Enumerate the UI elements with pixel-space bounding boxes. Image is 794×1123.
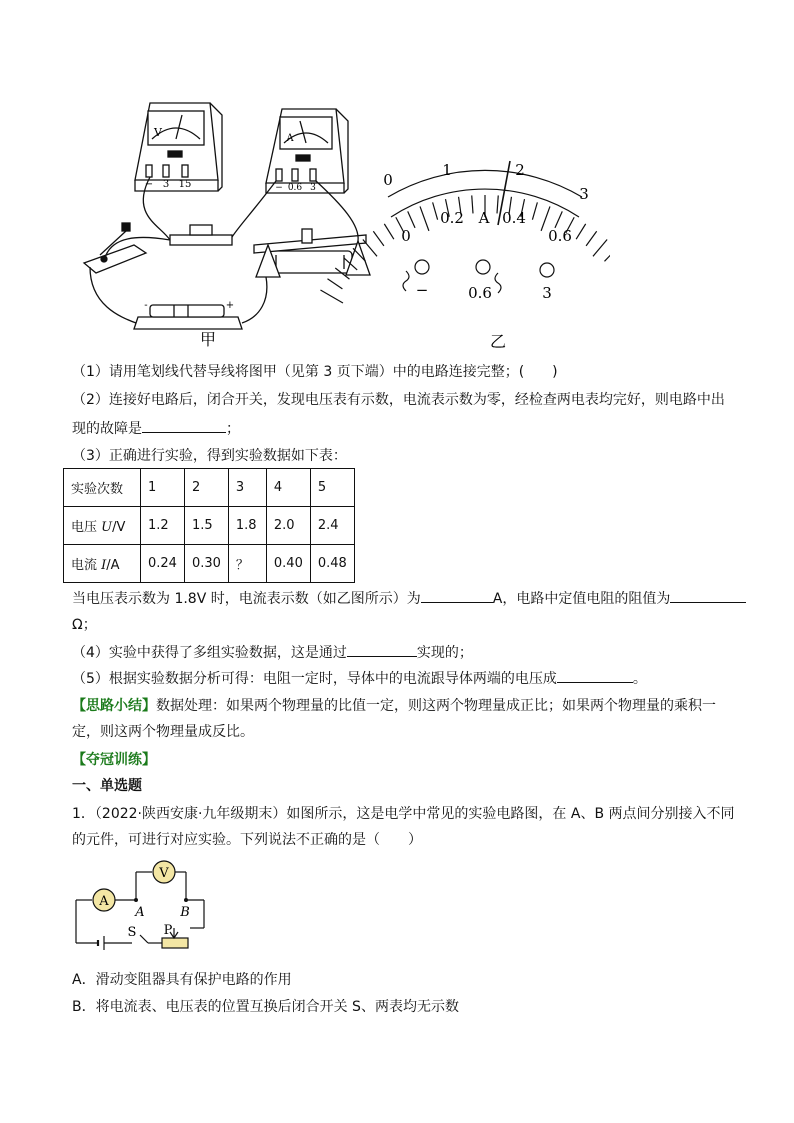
fixed-resistor bbox=[170, 225, 232, 245]
table-row bbox=[64, 545, 355, 583]
dial-terminal-06: 0.6 bbox=[468, 284, 492, 302]
battery-plus: + bbox=[225, 300, 235, 311]
table-cell: 2.4 bbox=[310, 507, 354, 545]
dial-tick bbox=[384, 224, 394, 239]
problem-1-line2: 的元件，可进行对应实验。下列说法不正确的是（ ） bbox=[72, 832, 422, 848]
question-4 bbox=[72, 642, 473, 663]
dial-terminal-3: 3 bbox=[542, 284, 552, 302]
ammeter-terminal-3: 3 bbox=[310, 183, 316, 193]
answer-blank-fault[interactable] bbox=[142, 418, 226, 433]
table-cell: 0.40 bbox=[266, 545, 310, 583]
dial-unit: A bbox=[478, 209, 490, 227]
table-cell: 1.5 bbox=[184, 507, 228, 545]
dial-tick bbox=[320, 290, 343, 303]
table-cell: 0.48 bbox=[310, 545, 354, 583]
question-5-text-b: 。 bbox=[632, 671, 647, 687]
dial-tick bbox=[363, 239, 377, 256]
question-2-end: ； bbox=[226, 421, 240, 437]
ammeter bbox=[266, 109, 348, 193]
circuit-switch-label: S bbox=[127, 925, 137, 940]
circuit-point-b: B bbox=[180, 905, 190, 920]
question-2-line2 bbox=[72, 418, 240, 439]
table-cell: 1 bbox=[141, 469, 185, 507]
question-2-text: 现的故障是 bbox=[72, 421, 142, 437]
knife-switch bbox=[84, 223, 146, 273]
table-head-current: 电流 I/A bbox=[64, 545, 141, 583]
table-row bbox=[64, 507, 355, 545]
table-row bbox=[64, 469, 355, 507]
dial-terminal-neg: − bbox=[415, 281, 429, 299]
after-table-text-b: A，电路中定值电阻的阻值为 bbox=[492, 591, 671, 607]
summary-tag: 【思路小结】 bbox=[72, 698, 156, 714]
table-cell: 1.2 bbox=[141, 507, 185, 545]
question-1: （1）请用笔划线代替导线将图甲（见第 3 页下端）中的电路连接完整；( ) bbox=[72, 364, 558, 380]
dial-tick bbox=[586, 231, 597, 246]
question-5-text-a: （5）根据实验数据分析可得：电阻一定时，导体中的电流跟导体两端的电压成 bbox=[72, 671, 557, 687]
after-table-text-a: 当电压表示数为 1.8V 时，电流表示数（如乙图所示）为 bbox=[72, 591, 421, 607]
question-4-text-b: 实现的； bbox=[416, 645, 473, 661]
question-4-text-a: （4）实验中获得了多组实验数据，这是通过 bbox=[72, 645, 347, 661]
voltmeter-letter: V bbox=[154, 126, 162, 139]
dial-major-3: 3 bbox=[579, 185, 589, 203]
table-cell: 3 bbox=[228, 469, 266, 507]
dial-tick bbox=[576, 224, 586, 239]
section-title: 一、单选题 bbox=[72, 778, 142, 794]
voltmeter-terminal-3: 3 bbox=[162, 179, 170, 190]
dial-minor-04: 0.4 bbox=[502, 209, 526, 227]
circuit-diagram bbox=[72, 860, 222, 960]
dial-tick bbox=[604, 248, 610, 261]
training-tag: 【夺冠训练】 bbox=[72, 752, 156, 768]
table-cell: 5 bbox=[310, 469, 354, 507]
table-cell: 1.8 bbox=[228, 507, 266, 545]
answer-blank-current[interactable] bbox=[421, 588, 493, 603]
dial-tick bbox=[555, 211, 562, 227]
after-table-line bbox=[72, 588, 746, 609]
ammeter-terminal-neg: − bbox=[275, 183, 283, 193]
table-cell: ？ bbox=[228, 545, 266, 583]
answer-blank-method[interactable] bbox=[347, 642, 417, 657]
dial-major-2: 2 bbox=[515, 161, 525, 179]
dial-tick bbox=[327, 279, 342, 289]
table-cell: 4 bbox=[266, 469, 310, 507]
circuit-slider-label: P bbox=[163, 923, 173, 938]
summary-line1 bbox=[72, 696, 716, 716]
table-cell: 0.30 bbox=[184, 545, 228, 583]
question-3: （3）正确进行实验，得到实验数据如下表： bbox=[72, 448, 347, 464]
dial-tick bbox=[472, 195, 473, 213]
dial-minor-0: 0 bbox=[401, 227, 411, 245]
question-5 bbox=[72, 668, 647, 689]
caption-left: 甲 bbox=[199, 330, 217, 349]
summary-line2: 定，则这两个物理量成反比。 bbox=[72, 724, 254, 740]
dial-minor-06: 0.6 bbox=[548, 227, 572, 245]
table-cell: 2 bbox=[184, 469, 228, 507]
dial-tick bbox=[408, 211, 415, 227]
dial-major-1: 1 bbox=[442, 161, 452, 179]
table-cell: 0.24 bbox=[141, 545, 185, 583]
data-table bbox=[63, 468, 355, 583]
voltmeter-terminal-15: 15 bbox=[178, 179, 192, 190]
caption-right: 乙 bbox=[489, 332, 507, 351]
dial-minor-02: 0.2 bbox=[440, 209, 464, 227]
voltmeter-terminal-neg: − bbox=[144, 179, 154, 190]
table-cell: 2.0 bbox=[266, 507, 310, 545]
option-a[interactable]: A．滑动变阻器具有保护电路的作用 bbox=[72, 972, 292, 988]
rheostat bbox=[254, 229, 370, 277]
summary-text: 数据处理：如果两个物理量的比值一定，则这两个物理量成正比；如果两个物理量的乘积一 bbox=[156, 698, 716, 714]
answer-blank-relation[interactable] bbox=[557, 668, 633, 683]
ammeter-letter: A bbox=[286, 133, 294, 144]
dial-tick bbox=[497, 195, 498, 213]
circuit-voltmeter-label: V bbox=[159, 866, 169, 881]
circuit-point-a: A bbox=[135, 905, 145, 920]
table-head-trial: 实验次数 bbox=[64, 469, 141, 507]
dial-tick bbox=[532, 202, 537, 219]
dial-tick bbox=[373, 231, 384, 246]
after-table-ohm: Ω； bbox=[72, 617, 97, 633]
answer-blank-resistance[interactable] bbox=[670, 588, 746, 603]
question-2-line1: （2）连接好电路后，闭合开关，发现电压表有示数，电流表示数为零，经检查两电表均完好，则电路中出 bbox=[72, 392, 725, 408]
experiment-figure bbox=[70, 95, 610, 355]
table-head-voltage: 电压 U/V bbox=[64, 507, 141, 545]
battery-minus: - bbox=[144, 300, 148, 311]
dial-tick bbox=[433, 202, 438, 219]
option-b[interactable]: B．将电流表、电压表的位置互换后闭合开关 S、两表均无示数 bbox=[72, 999, 459, 1015]
problem-1-line1: 1．（2022·陕西安康·九年级期末）如图所示，这是电学中常见的实验电路图，在 A、B 两点间分别接入不同 bbox=[72, 806, 735, 822]
dial-tick bbox=[420, 206, 429, 230]
voltmeter bbox=[135, 103, 222, 191]
circuit-ammeter-label: A bbox=[99, 894, 109, 909]
ammeter-terminal-06: 0.6 bbox=[287, 183, 303, 193]
dial-tick bbox=[593, 239, 607, 256]
dial-major-0: 0 bbox=[383, 171, 393, 189]
